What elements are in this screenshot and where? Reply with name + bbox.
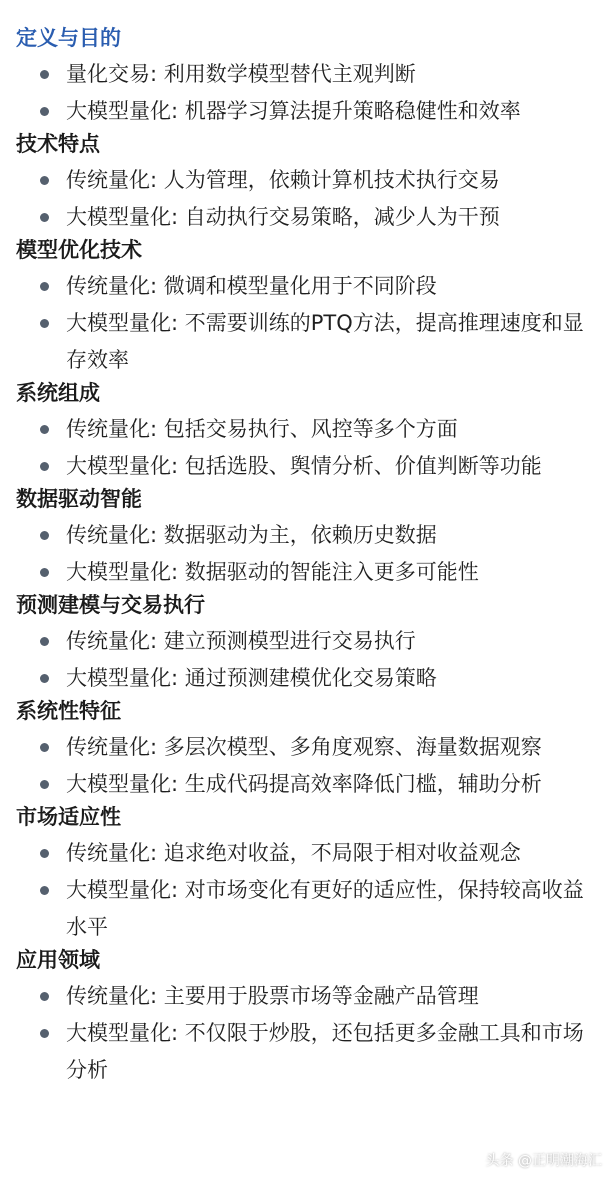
section-heading: 定义与目的 — [16, 26, 121, 50]
bullet-dot-icon — [40, 674, 49, 683]
list-item-text: 大模型量化: 不需要训练的PTQ方法，提高推理速度和显存效率 — [66, 311, 584, 372]
list-item-text: 传统量化: 主要用于股票市场等金融产品管理 — [66, 984, 479, 1008]
list-item — [16, 835, 602, 872]
list-item — [16, 1015, 602, 1089]
list-item-text: 大模型量化: 包括选股、舆情分析、价值判断等功能 — [66, 454, 542, 478]
bullet-dot-icon — [40, 849, 49, 858]
bullet-list — [16, 978, 602, 1089]
bullet-list — [16, 517, 602, 591]
list-item — [16, 448, 602, 485]
section-tech-features — [16, 130, 602, 236]
list-item — [16, 305, 602, 379]
watermark: 头条 @正明潮海汇 — [485, 1153, 602, 1169]
list-item — [16, 93, 602, 130]
section-market-adaptability — [16, 803, 602, 946]
bullet-dot-icon — [40, 1029, 49, 1038]
list-item — [16, 978, 602, 1015]
list-item — [16, 268, 602, 305]
list-item-text: 大模型量化: 生成代码提高效率降低门槛，辅助分析 — [66, 772, 542, 796]
bullet-dot-icon — [40, 637, 49, 646]
list-item-text: 大模型量化: 通过预测建模优化交易策略 — [66, 666, 437, 690]
bullet-list — [16, 835, 602, 946]
list-item-text: 大模型量化: 数据驱动的智能注入更多可能性 — [66, 560, 479, 584]
list-item — [16, 766, 602, 803]
list-item-text: 大模型量化: 机器学习算法提升策略稳健性和效率 — [66, 99, 521, 123]
list-item-text: 大模型量化: 对市场变化有更好的适应性，保持较高收益水平 — [66, 878, 584, 939]
section-systematic-features — [16, 697, 602, 803]
bullet-list — [16, 411, 602, 485]
bullet-list — [16, 162, 602, 236]
list-item — [16, 660, 602, 697]
list-item-text: 量化交易: 利用数学模型替代主观判断 — [66, 62, 416, 86]
list-item — [16, 199, 602, 236]
list-item-text: 大模型量化: 自动执行交易策略，减少人为干预 — [66, 205, 500, 229]
section-heading: 模型优化技术 — [16, 238, 142, 262]
section-heading: 数据驱动智能 — [16, 487, 142, 511]
list-item-text: 传统量化: 微调和模型量化用于不同阶段 — [66, 274, 437, 298]
bullet-dot-icon — [40, 176, 49, 185]
bullet-list — [16, 729, 602, 803]
section-definition — [16, 24, 602, 130]
section-heading: 预测建模与交易执行 — [16, 593, 205, 617]
bullet-dot-icon — [40, 568, 49, 577]
list-item — [16, 411, 602, 448]
list-item — [16, 554, 602, 591]
list-item-text: 传统量化: 数据驱动为主，依赖历史数据 — [66, 523, 437, 547]
section-model-optimization — [16, 236, 602, 379]
list-item-text: 传统量化: 追求绝对收益，不局限于相对收益观念 — [66, 841, 521, 865]
bullet-dot-icon — [40, 992, 49, 1001]
list-item — [16, 517, 602, 554]
list-item-text: 传统量化: 人为管理，依赖计算机技术执行交易 — [66, 168, 500, 192]
list-item — [16, 56, 602, 93]
section-heading: 市场适应性 — [16, 805, 121, 829]
bullet-dot-icon — [40, 531, 49, 540]
section-heading: 应用领域 — [16, 948, 100, 972]
list-item-text: 大模型量化: 不仅限于炒股，还包括更多金融工具和市场分析 — [66, 1021, 584, 1082]
bullet-dot-icon — [40, 107, 49, 116]
bullet-dot-icon — [40, 282, 49, 291]
section-predictive-modeling — [16, 591, 602, 697]
bullet-dot-icon — [40, 319, 49, 328]
list-item — [16, 872, 602, 946]
bullet-list — [16, 623, 602, 697]
list-item — [16, 623, 602, 660]
section-heading: 系统性特征 — [16, 699, 121, 723]
section-system-composition — [16, 379, 602, 485]
bullet-dot-icon — [40, 70, 49, 79]
bullet-dot-icon — [40, 462, 49, 471]
list-item — [16, 729, 602, 766]
list-item-text: 传统量化: 多层次模型、多角度观察、海量数据观察 — [66, 735, 542, 759]
bullet-dot-icon — [40, 425, 49, 434]
section-heading: 系统组成 — [16, 381, 100, 405]
list-item — [16, 162, 602, 199]
list-item-text: 传统量化: 包括交易执行、风控等多个方面 — [66, 417, 458, 441]
bullet-list — [16, 56, 602, 130]
bullet-dot-icon — [40, 886, 49, 895]
bullet-list — [16, 268, 602, 379]
bullet-dot-icon — [40, 213, 49, 222]
section-application-areas — [16, 946, 602, 1089]
section-data-driven — [16, 485, 602, 591]
bullet-dot-icon — [40, 743, 49, 752]
section-heading: 技术特点 — [16, 132, 100, 156]
bullet-dot-icon — [40, 780, 49, 789]
list-item-text: 传统量化: 建立预测模型进行交易执行 — [66, 629, 416, 653]
